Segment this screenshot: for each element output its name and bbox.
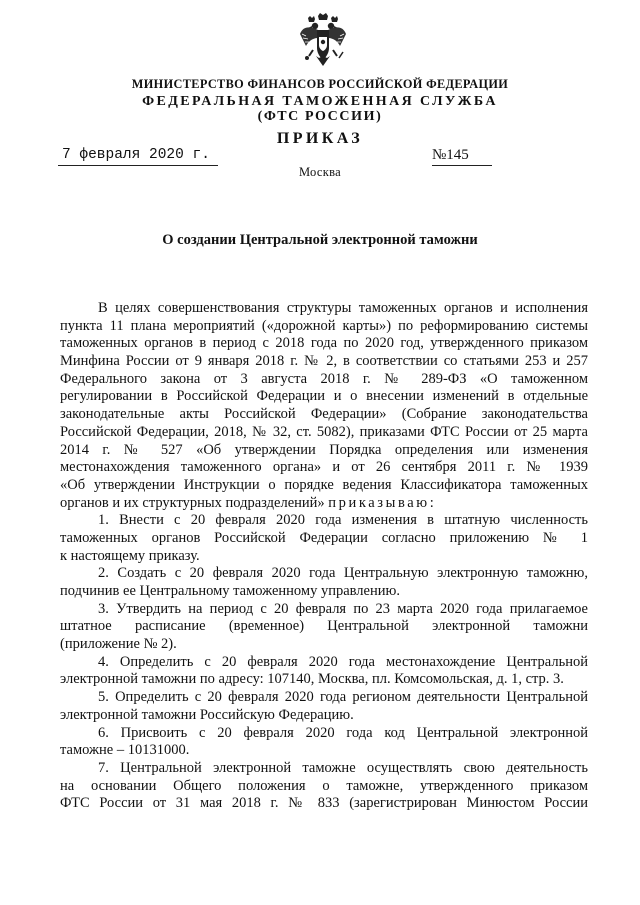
text-line: пункта 11 плана мероприятий («дорожной карты») по реформированию системы bbox=[60, 317, 588, 334]
document-body bbox=[60, 300, 588, 813]
text-line: (приложение № 2). bbox=[60, 636, 177, 653]
text-line: местонахождения таможенного органа» и от 26 сентября 2011 г. № 1939 bbox=[60, 459, 588, 476]
order-keyword: приказываю: bbox=[328, 494, 437, 511]
order-number: №145 bbox=[432, 146, 492, 166]
text-line: 3. Утвердить на период с 20 февраля по 23 марта 2020 года прилагаемое bbox=[98, 600, 588, 617]
paragraph-4 bbox=[60, 654, 588, 689]
text-line: 6. Присвоить с 20 февраля 2020 года код Центральной электронной bbox=[98, 724, 588, 741]
text-line: на основании Общего положения о таможне, утвержденного приказом bbox=[60, 777, 588, 794]
text-line bbox=[60, 495, 588, 513]
paragraph-3 bbox=[60, 601, 588, 654]
text-line: Российской Федерации, 2018, № 32, ст. 5082), приказами ФТС России от 25 марта bbox=[60, 423, 588, 440]
text-line: электронной таможни по адресу: 107140, Москва, пл. Комсомольская, д. 1, стр. 3. bbox=[60, 671, 564, 688]
paragraph-2 bbox=[60, 565, 588, 600]
text-line: В целях совершенствования структуры таможенных органов и исполнения bbox=[98, 300, 588, 316]
text-line: к настоящему приказу. bbox=[60, 547, 200, 564]
text-line: «Об утверждении Инструкции о порядке ведения Классификатора таможенных bbox=[60, 476, 588, 493]
ministry-name: МИНИСТЕРСТВО ФИНАНСОВ РОССИЙСКОЙ ФЕДЕРАЦИИ bbox=[131, 77, 509, 91]
text-line: регулировании в Российской Федерации и о внесении изменений в отдельные bbox=[60, 388, 588, 405]
text-line: таможенных органов в период с 2018 года по 2020 год, утвержденного приказом bbox=[60, 335, 588, 352]
coat-of-arms-icon bbox=[298, 12, 348, 68]
document-type-title: ПРИКАЗ bbox=[276, 130, 364, 147]
text-line: электронной таможни Российскую Федерацию. bbox=[60, 706, 354, 723]
text-line: ФТС России от 31 мая 2018 г. № 833 (зарегистрирован Минюстом России bbox=[60, 795, 588, 812]
paragraph-5 bbox=[60, 689, 588, 724]
text-line: Федерального закона от 3 августа 2018 г. № 289-ФЗ «О таможенном bbox=[60, 370, 588, 387]
text-line: 7. Центральной электронной таможне осуществлять свою деятельность bbox=[98, 759, 588, 776]
text-line: 2014 г. № 527 «Об утверждении Порядка определения или изменения bbox=[60, 441, 588, 458]
text-line: подчинив ее Центральному таможенному управлению. bbox=[60, 583, 400, 599]
paragraph-7 bbox=[60, 760, 588, 813]
text-line: 2. Создать с 20 февраля 2020 года Центральную электронную таможню, bbox=[98, 565, 588, 582]
text-line: таможне – 10131000. bbox=[60, 742, 190, 759]
text-line: таможенных органов Российской Федерации согласно приложению № 1 bbox=[60, 529, 588, 546]
paragraph-6 bbox=[60, 725, 588, 760]
text-line: законодательные акты Российской Федерации» (Собрание законодательства bbox=[60, 406, 588, 423]
text-line: 1. Внести с 20 февраля 2020 года изменения в штатную численность bbox=[98, 512, 588, 529]
order-date: 7 февраля 2020 г. bbox=[58, 146, 218, 166]
paragraph-1 bbox=[60, 512, 588, 565]
text-line: 5. Определить с 20 февраля 2020 года регионом деятельности Центральной bbox=[98, 689, 588, 706]
intro-paragraph bbox=[60, 300, 588, 512]
issue-city: Москва bbox=[298, 165, 342, 179]
service-name: ФЕДЕРАЛЬНАЯ ТАМОЖЕННАЯ СЛУЖБА bbox=[142, 94, 498, 109]
text-line: 4. Определить с 20 февраля 2020 года местонахождение Центральной bbox=[98, 653, 588, 670]
order-subject: О создании Центральной электронной таможни bbox=[162, 232, 478, 248]
intro-tail: органов и их структурных подразделений» bbox=[60, 494, 325, 511]
service-abbreviation: (ФТС РОССИИ) bbox=[257, 109, 383, 124]
text-line: штатное расписание (временное) Центральной электронной таможни bbox=[60, 618, 588, 635]
text-line: Минфина России от 9 января 2018 г. № 2, в соответствии со статьями 253 и 257 bbox=[60, 353, 588, 370]
